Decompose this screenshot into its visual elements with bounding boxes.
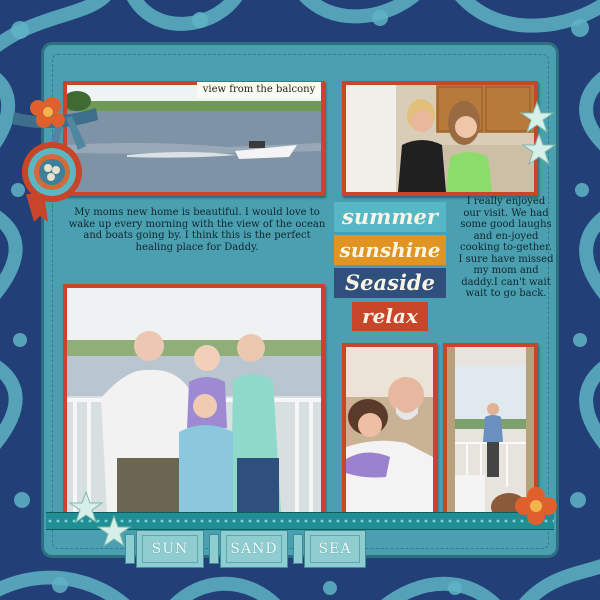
journal-left: My moms new home is beautiful. I would love to wake up every morning with the view of the ocean and boats going by. I think this is the perfect healing place for Daddy.	[68, 207, 326, 253]
journal-right: I really enjoyed our visit. We had some good laughs and en-joyed cooking to-gether. I sure have missed my mom and daddy.I can't wait wait to go back.	[458, 196, 554, 299]
word-seaside: Seaside	[334, 268, 446, 298]
ticket-stub	[209, 534, 219, 564]
ticket-stub	[125, 534, 135, 564]
flower-icon	[514, 486, 560, 526]
flower-cluster-icon	[4, 94, 104, 224]
balcony-caption: view from the balcony	[197, 82, 321, 98]
word-summer: summer	[334, 202, 446, 232]
photo-kitchen	[342, 81, 538, 196]
photo-hug	[342, 343, 437, 516]
starfish-icon	[519, 100, 559, 170]
word-relax: relax	[352, 302, 428, 331]
ticket-sun: SUN	[136, 530, 204, 568]
ticket-sand: SAND	[220, 530, 288, 568]
ticket-sea: SEA	[304, 530, 366, 568]
word-sunshine: sunshine	[334, 235, 446, 265]
ticket-stub	[293, 534, 303, 564]
photo-family	[63, 284, 325, 516]
